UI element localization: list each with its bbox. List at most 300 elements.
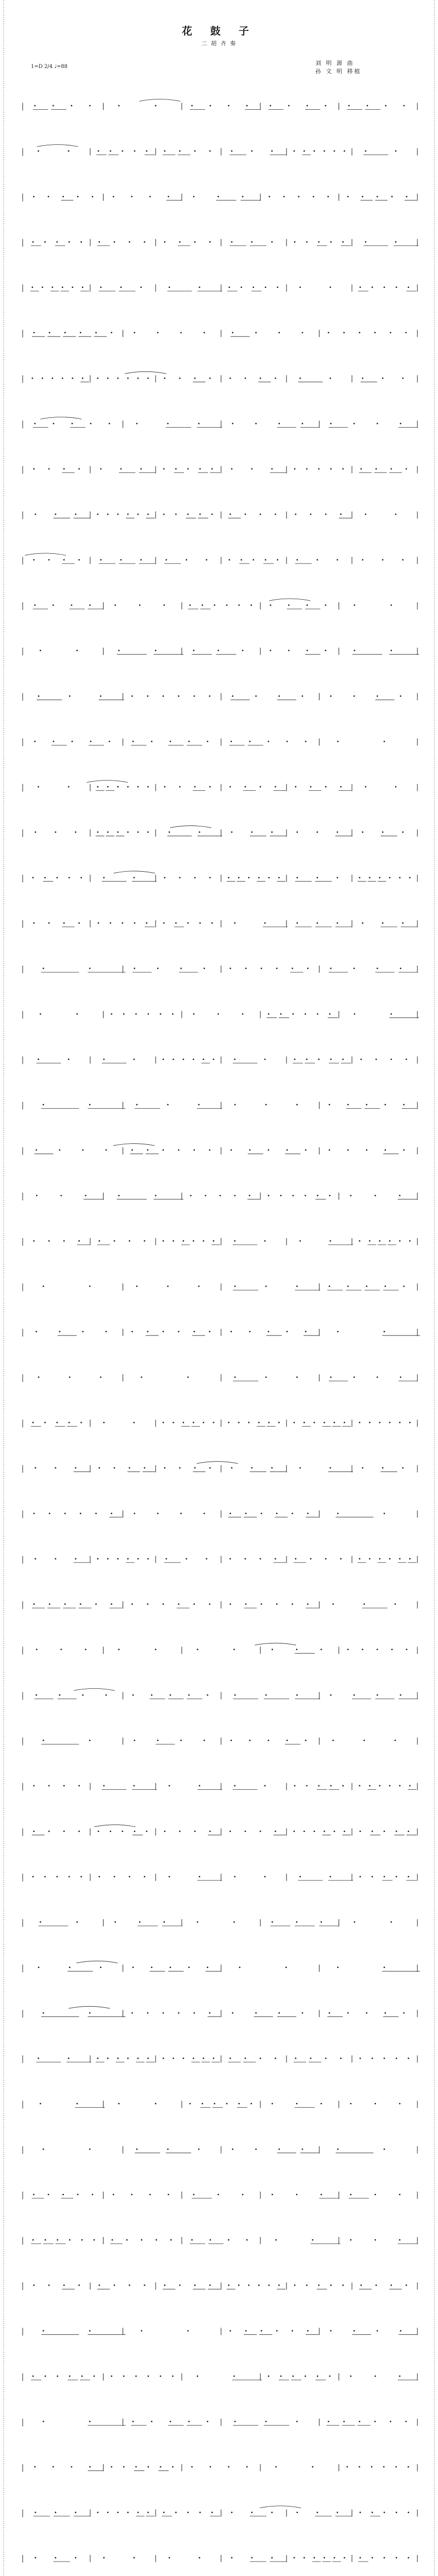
slur-arc bbox=[125, 371, 166, 374]
note-mark: • bbox=[145, 148, 148, 155]
note-mark: • bbox=[116, 2510, 120, 2516]
note-mark: • bbox=[312, 148, 316, 155]
note-mark: • bbox=[70, 103, 73, 109]
note-mark: • bbox=[164, 557, 168, 563]
note-mark: • bbox=[402, 1102, 406, 1108]
note-mark: • bbox=[260, 1602, 263, 1608]
note-mark: • bbox=[97, 2283, 101, 2289]
note-mark: • bbox=[306, 103, 309, 109]
note-mark: • bbox=[156, 966, 160, 972]
note-mark: • bbox=[162, 2510, 166, 2516]
note-mark: • bbox=[259, 784, 262, 790]
note-mark: • bbox=[267, 1147, 271, 1154]
note-mark: • bbox=[138, 1920, 142, 1926]
note-mark: • bbox=[335, 921, 339, 926]
notation-system bbox=[23, 1919, 417, 1927]
note-mark: • bbox=[373, 2419, 377, 2425]
note-mark: • bbox=[305, 1783, 309, 1789]
note-mark: • bbox=[99, 1965, 103, 1971]
note-mark: • bbox=[76, 194, 80, 200]
note-mark: • bbox=[74, 1465, 77, 1471]
note-mark: • bbox=[365, 103, 369, 109]
slur-arc bbox=[255, 1643, 296, 1645]
note-mark: • bbox=[342, 2419, 346, 2425]
note-mark: • bbox=[50, 285, 54, 291]
note-mark: • bbox=[404, 330, 408, 336]
note-mark: • bbox=[227, 2238, 230, 2243]
note-mark: • bbox=[300, 2146, 304, 2153]
note-mark: • bbox=[343, 1420, 346, 1426]
note-mark: • bbox=[146, 1329, 149, 1335]
note-mark: • bbox=[163, 148, 166, 155]
note-mark: • bbox=[362, 1602, 366, 1608]
note-mark: • bbox=[81, 376, 85, 382]
note-mark: • bbox=[171, 1011, 175, 1018]
note-mark: • bbox=[233, 1783, 237, 1789]
note-mark: • bbox=[228, 512, 232, 518]
note-mark: • bbox=[317, 466, 321, 472]
note-mark: • bbox=[316, 1193, 319, 1199]
note-mark: • bbox=[244, 966, 248, 972]
note-mark: • bbox=[408, 875, 412, 881]
note-mark: • bbox=[401, 376, 405, 382]
note-mark: • bbox=[277, 693, 281, 700]
note-mark: • bbox=[312, 2555, 316, 2561]
note-mark: • bbox=[352, 2328, 356, 2334]
note-mark: • bbox=[229, 1738, 233, 1744]
note-mark: • bbox=[233, 1057, 237, 1063]
note-mark: • bbox=[136, 2056, 140, 2062]
note-mark: • bbox=[395, 2555, 398, 2561]
note-mark: • bbox=[61, 285, 64, 291]
note-mark: • bbox=[167, 1783, 171, 1789]
note-mark: • bbox=[136, 829, 140, 836]
note-mark: • bbox=[126, 512, 130, 518]
note-mark: • bbox=[331, 1602, 335, 1608]
note-mark: • bbox=[171, 2464, 175, 2470]
note-mark: • bbox=[358, 1420, 361, 1426]
note-mark: • bbox=[208, 2283, 212, 2289]
note-mark: • bbox=[88, 966, 92, 972]
note-mark: • bbox=[59, 1647, 63, 1653]
note-mark: • bbox=[383, 1147, 387, 1154]
note-mark: • bbox=[128, 2283, 131, 2289]
note-mark: • bbox=[198, 921, 202, 926]
note-mark: • bbox=[294, 1556, 297, 1562]
note-mark: • bbox=[373, 330, 377, 336]
note-mark: • bbox=[312, 194, 315, 200]
notation-system bbox=[23, 145, 417, 156]
notation-system bbox=[23, 1643, 417, 1654]
note-mark: • bbox=[131, 2419, 135, 2425]
note-mark: • bbox=[376, 1647, 379, 1653]
note-mark: • bbox=[374, 2238, 377, 2243]
note-mark: • bbox=[352, 421, 356, 427]
note-mark: • bbox=[166, 1102, 170, 1108]
note-mark: • bbox=[349, 2192, 352, 2198]
note-mark: • bbox=[54, 2510, 57, 2516]
note-mark: • bbox=[89, 739, 93, 745]
note-mark: • bbox=[77, 1783, 81, 1789]
note-mark: • bbox=[264, 285, 267, 291]
note-mark: • bbox=[52, 103, 55, 109]
note-mark: • bbox=[228, 784, 232, 790]
note-mark: • bbox=[365, 1284, 368, 1290]
note-mark: • bbox=[378, 1239, 381, 1244]
note-mark: • bbox=[323, 2555, 326, 2561]
note-mark: • bbox=[136, 784, 140, 790]
note-mark: • bbox=[328, 2374, 332, 2380]
note-mark: • bbox=[161, 1057, 165, 1063]
note-mark: • bbox=[349, 2101, 352, 2107]
note-mark: • bbox=[402, 1284, 406, 1290]
note-mark: • bbox=[244, 784, 247, 790]
note-mark: • bbox=[329, 1874, 332, 1880]
note-mark: • bbox=[169, 1692, 172, 1699]
note-mark: • bbox=[92, 2374, 96, 2380]
note-mark: • bbox=[192, 1011, 196, 1018]
note-mark: • bbox=[177, 1147, 180, 1154]
note-mark: • bbox=[174, 512, 178, 518]
note-mark: • bbox=[309, 784, 313, 790]
note-mark: • bbox=[110, 1511, 113, 1517]
note-mark: • bbox=[47, 1783, 51, 1789]
note-mark: • bbox=[228, 557, 231, 563]
note-mark: • bbox=[359, 466, 363, 472]
notation-system bbox=[23, 512, 417, 519]
note-mark: • bbox=[210, 512, 214, 518]
note-mark: • bbox=[305, 1057, 309, 1063]
notation-system bbox=[23, 2237, 418, 2245]
note-mark: • bbox=[240, 285, 243, 291]
notation-system bbox=[23, 599, 417, 610]
note-mark: • bbox=[163, 1828, 166, 1835]
note-mark: • bbox=[197, 421, 200, 427]
note-mark: • bbox=[395, 285, 398, 291]
note-mark: • bbox=[198, 466, 202, 472]
note-mark: • bbox=[145, 1828, 148, 1835]
note-mark: • bbox=[295, 2510, 299, 2516]
note-mark: • bbox=[293, 1783, 297, 1789]
note-mark: • bbox=[56, 2374, 59, 2380]
note-mark: • bbox=[285, 1329, 289, 1335]
note-mark: • bbox=[228, 376, 232, 382]
note-mark: • bbox=[143, 1465, 146, 1471]
note-mark: • bbox=[37, 148, 40, 155]
note-mark: • bbox=[343, 1828, 346, 1835]
note-mark: • bbox=[336, 739, 340, 745]
note-mark: • bbox=[37, 784, 40, 790]
notation-system bbox=[23, 1193, 418, 1200]
note-mark: • bbox=[133, 1828, 137, 1835]
note-mark: • bbox=[292, 1420, 296, 1426]
note-mark: • bbox=[109, 148, 112, 155]
note-mark: • bbox=[346, 1284, 350, 1290]
note-mark: • bbox=[270, 2510, 274, 2516]
note-mark: • bbox=[374, 2374, 377, 2380]
notation-system bbox=[23, 553, 417, 565]
note-mark: • bbox=[193, 875, 197, 881]
note-mark: • bbox=[140, 2328, 143, 2334]
note-mark: • bbox=[390, 2283, 393, 2289]
note-mark: • bbox=[382, 2555, 386, 2561]
note-mark: • bbox=[37, 1965, 41, 1971]
note-mark: • bbox=[395, 2510, 398, 2516]
note-mark: • bbox=[203, 966, 206, 972]
note-mark: • bbox=[133, 330, 137, 336]
note-mark: • bbox=[117, 648, 121, 654]
note-mark: • bbox=[361, 194, 364, 200]
note-mark: • bbox=[328, 1147, 331, 1154]
note-mark: • bbox=[218, 1193, 222, 1199]
note-mark: • bbox=[61, 376, 64, 382]
note-mark: • bbox=[395, 1874, 398, 1880]
note-mark: • bbox=[198, 1874, 201, 1880]
note-mark: • bbox=[245, 2238, 249, 2243]
notation-system bbox=[23, 2282, 417, 2290]
note-mark: • bbox=[47, 921, 51, 926]
note-mark: • bbox=[54, 1556, 57, 1562]
note-mark: • bbox=[319, 1647, 323, 1653]
note-mark: • bbox=[346, 2010, 350, 2016]
note-mark: • bbox=[267, 1329, 271, 1335]
note-mark: • bbox=[304, 739, 308, 745]
note-mark: • bbox=[250, 829, 254, 836]
note-mark: • bbox=[382, 1329, 386, 1335]
note-mark: • bbox=[110, 2374, 113, 2380]
note-mark: • bbox=[117, 1647, 121, 1653]
note-mark: • bbox=[88, 2328, 92, 2334]
note-mark: • bbox=[206, 1965, 209, 1971]
note-mark: • bbox=[329, 1239, 332, 1244]
note-mark: • bbox=[295, 2419, 299, 2425]
note-mark: • bbox=[84, 1193, 88, 1199]
note-mark: • bbox=[259, 1828, 262, 1835]
note-mark: • bbox=[41, 285, 44, 291]
note-mark: • bbox=[130, 1147, 134, 1154]
composer-credit: 刘 明 源 曲 bbox=[315, 60, 355, 66]
note-mark: • bbox=[312, 1420, 316, 1426]
note-mark: • bbox=[341, 239, 345, 245]
note-mark: • bbox=[291, 1193, 295, 1199]
note-mark: • bbox=[248, 739, 251, 745]
note-mark: • bbox=[358, 1556, 361, 1562]
score-subtitle: 二 胡 齐 奏 bbox=[201, 40, 237, 47]
note-mark: • bbox=[316, 2374, 319, 2380]
note-mark: • bbox=[113, 1920, 117, 1926]
note-mark: • bbox=[208, 239, 212, 245]
tempo-marking: 1=D 2/4 ♩=88 bbox=[31, 64, 68, 70]
note-mark: • bbox=[358, 875, 361, 881]
note-mark: • bbox=[370, 2056, 374, 2062]
note-mark: • bbox=[291, 1602, 294, 1608]
note-mark: • bbox=[300, 330, 304, 336]
note-mark: • bbox=[189, 1193, 193, 1199]
note-mark: • bbox=[97, 1239, 101, 1244]
note-mark: • bbox=[370, 2555, 374, 2561]
note-mark: • bbox=[163, 239, 166, 245]
note-mark: • bbox=[198, 2555, 201, 2561]
note-mark: • bbox=[305, 2283, 309, 2289]
note-mark: • bbox=[328, 1193, 332, 1199]
notation-system bbox=[23, 1011, 419, 1019]
note-mark: • bbox=[156, 1738, 160, 1744]
note-mark: • bbox=[133, 921, 137, 926]
slur-arc bbox=[37, 145, 78, 147]
note-mark: • bbox=[384, 103, 388, 109]
note-mark: • bbox=[155, 2238, 158, 2243]
note-mark: • bbox=[274, 1828, 277, 1835]
note-mark: • bbox=[274, 376, 277, 382]
note-mark: • bbox=[148, 2192, 152, 2198]
note-mark: • bbox=[250, 2510, 254, 2516]
notation-system bbox=[23, 2373, 418, 2381]
note-mark: • bbox=[362, 1738, 366, 1744]
note-mark: • bbox=[172, 1057, 175, 1063]
note-mark: • bbox=[42, 2328, 45, 2334]
note-mark: • bbox=[55, 239, 59, 245]
note-mark: • bbox=[225, 603, 229, 608]
note-mark: • bbox=[271, 2192, 274, 2198]
note-mark: • bbox=[135, 421, 139, 427]
notation-system bbox=[23, 781, 417, 792]
note-mark: • bbox=[232, 1647, 236, 1653]
note-mark: • bbox=[150, 739, 154, 745]
slur-arc bbox=[94, 1825, 136, 1827]
note-mark: • bbox=[166, 421, 170, 427]
note-mark: • bbox=[177, 2010, 180, 2016]
slur-arc bbox=[25, 553, 66, 555]
note-mark: • bbox=[402, 2010, 406, 2016]
note-mark: • bbox=[237, 2101, 241, 2107]
note-mark: • bbox=[399, 966, 402, 972]
note-mark: • bbox=[74, 512, 77, 518]
note-mark: • bbox=[241, 194, 245, 200]
note-mark: • bbox=[186, 2328, 190, 2334]
note-mark: • bbox=[237, 2283, 241, 2289]
note-mark: • bbox=[75, 1920, 79, 1926]
note-mark: • bbox=[295, 1284, 299, 1290]
note-mark: • bbox=[271, 2101, 274, 2107]
note-mark: • bbox=[267, 875, 271, 881]
note-mark: • bbox=[52, 2464, 55, 2470]
note-mark: • bbox=[193, 376, 197, 382]
note-mark: • bbox=[33, 2464, 37, 2470]
notation-system bbox=[23, 1238, 417, 1246]
note-mark: • bbox=[208, 376, 212, 382]
note-mark: • bbox=[267, 1193, 271, 1199]
note-mark: • bbox=[178, 1465, 182, 1471]
note-mark: • bbox=[208, 1828, 212, 1835]
note-mark: • bbox=[161, 1147, 165, 1154]
note-mark: • bbox=[162, 603, 166, 608]
note-mark: • bbox=[117, 2101, 121, 2107]
note-mark: • bbox=[31, 1874, 35, 1880]
note-mark: • bbox=[306, 648, 309, 654]
note-mark: • bbox=[67, 2056, 71, 2062]
notation-system bbox=[23, 417, 418, 429]
note-mark: • bbox=[259, 1556, 262, 1562]
notation-system bbox=[23, 99, 417, 111]
note-mark: • bbox=[276, 557, 279, 563]
note-mark: • bbox=[169, 739, 172, 745]
note-mark: • bbox=[365, 2010, 368, 2016]
note-mark: • bbox=[375, 2283, 378, 2289]
note-mark: • bbox=[324, 2056, 328, 2062]
note-mark: • bbox=[186, 2510, 190, 2516]
slur-arc bbox=[76, 1961, 117, 1963]
note-mark: • bbox=[279, 1011, 283, 1018]
note-mark: • bbox=[359, 1874, 362, 1880]
note-mark: • bbox=[212, 1239, 215, 1244]
slur-arc bbox=[74, 1688, 115, 1690]
note-mark: • bbox=[32, 1239, 36, 1244]
note-mark: • bbox=[136, 1556, 140, 1562]
note-mark: • bbox=[43, 1420, 47, 1426]
note-mark: • bbox=[167, 2555, 171, 2561]
note-mark: • bbox=[97, 1828, 100, 1835]
note-mark: • bbox=[244, 1556, 247, 1562]
note-mark: • bbox=[401, 921, 405, 926]
note-mark: • bbox=[241, 648, 245, 654]
note-mark: • bbox=[309, 1556, 313, 1562]
note-mark: • bbox=[291, 966, 294, 972]
note-mark: • bbox=[208, 1329, 211, 1335]
note-mark: • bbox=[178, 376, 182, 382]
notation-system bbox=[23, 1601, 417, 1609]
note-mark: • bbox=[130, 194, 133, 200]
note-mark: • bbox=[353, 648, 357, 654]
note-mark: • bbox=[335, 829, 339, 836]
note-mark: • bbox=[130, 1602, 134, 1608]
note-mark: • bbox=[324, 1556, 328, 1562]
note-mark: • bbox=[139, 466, 143, 472]
note-mark: • bbox=[52, 603, 55, 608]
note-mark: • bbox=[270, 2555, 274, 2561]
note-mark: • bbox=[244, 2056, 247, 2062]
note-mark: • bbox=[71, 739, 74, 745]
note-mark: • bbox=[154, 2101, 158, 2107]
note-mark: • bbox=[121, 921, 124, 926]
note-mark: • bbox=[309, 512, 313, 518]
note-mark: • bbox=[132, 1783, 136, 1789]
note-mark: • bbox=[88, 1738, 92, 1744]
note-mark: • bbox=[193, 1828, 197, 1835]
note-mark: • bbox=[188, 2101, 192, 2107]
slur-arc bbox=[114, 871, 155, 873]
note-mark: • bbox=[398, 1239, 401, 1244]
note-mark: • bbox=[368, 1420, 372, 1426]
note-mark: • bbox=[154, 103, 158, 109]
note-mark: • bbox=[192, 1602, 196, 1608]
note-mark: • bbox=[190, 2464, 194, 2470]
note-mark: • bbox=[291, 1511, 294, 1517]
note-mark: • bbox=[68, 693, 72, 700]
note-mark: • bbox=[306, 603, 309, 608]
note-mark: • bbox=[59, 1193, 63, 1199]
note-mark: • bbox=[295, 1375, 299, 1381]
notation-system bbox=[23, 1961, 420, 1972]
note-mark: • bbox=[233, 1193, 237, 1199]
note-mark: • bbox=[133, 1511, 137, 1517]
note-mark: • bbox=[109, 1828, 112, 1835]
note-mark: • bbox=[249, 603, 253, 608]
note-mark: • bbox=[196, 1647, 199, 1653]
note-mark: • bbox=[104, 1147, 108, 1154]
note-mark: • bbox=[407, 285, 410, 291]
note-mark: • bbox=[208, 875, 212, 881]
note-mark: • bbox=[383, 2010, 387, 2016]
